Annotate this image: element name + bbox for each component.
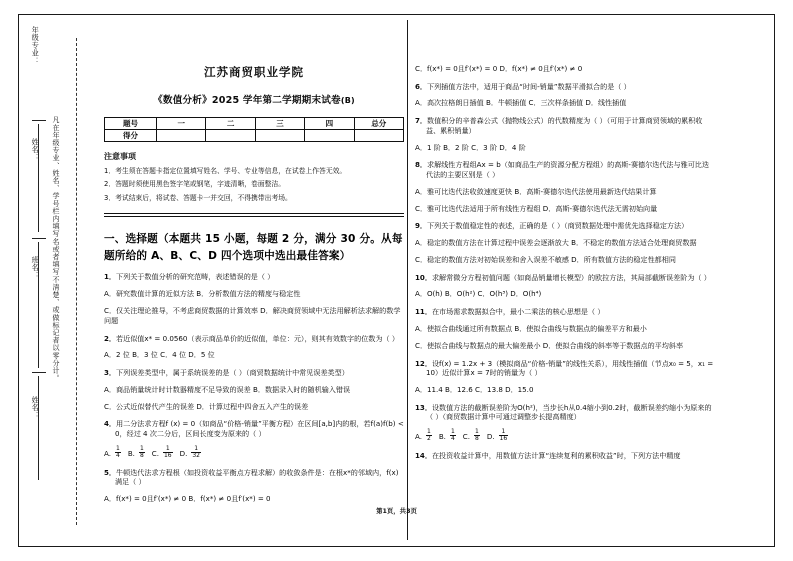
option-label-b: B. [127,448,135,458]
question-number: 4． [104,419,117,429]
fraction-denominator: 32 [192,452,200,460]
question-options[interactable]: A．O(h) B．O(h²) C．O(h³) D．O(h⁴) [415,289,542,299]
fraction-denominator: 2 [426,435,431,443]
question-options[interactable]: C．稳定的数值方法对初始误差和舍入误差不敏感 D．所有数值方法的稳定性都相同 [415,254,676,264]
question-stem [415,359,715,378]
score-header-3: 三 [255,118,304,130]
score-table-header-row [105,118,404,130]
question-stem [104,334,404,344]
score-row-label: 得分 [105,130,157,142]
school-name: 江苏商贸职业学院 [204,65,304,79]
fraction-denominator: 8 [474,435,479,443]
question-number: 14． [415,450,432,460]
seal-label-grade: 年级专业： [31,26,41,65]
fraction-numerator: 1 [426,428,431,436]
question-options[interactable]: A．雅可比迭代法收敛速度更快 B．高斯-赛德尔迭代法使用最新迭代结果计算 [415,186,657,196]
question-number: 1． [104,272,117,282]
score-header-0: 题号 [105,118,157,130]
question-options[interactable]: C．使拟合曲线与数据点的最大偏差最小 D．使拟合曲线的斜率等于数据点的平均斜率 [415,340,684,350]
question-number: 3． [104,368,117,378]
section-heading: 一、选择题（本题共 15 小题，每题 2 分，满分 30 分。从每题所给的 A、B、C、D 四个选项中选出最佳答案） [104,233,403,262]
seal-label-dept: 姓名： [31,396,41,420]
question-number: 7． [415,116,428,126]
fraction-c [163,446,173,459]
sealing-line-strip [30,20,102,540]
question-stem [104,368,404,378]
score-header-2: 二 [206,118,255,130]
question-options[interactable]: A．稳定的数值方法在计算过程中误差会逐渐放大 B．不稳定的数值方法适合处理商贸数据 [415,237,697,247]
seal-notice-text: 凡在年级专业、姓名、学号栏内填写名或者填写不清楚、或做标记者以零分计。 [52,116,60,382]
fraction-denominator: 4 [450,435,455,443]
seal-tick-lower [32,372,46,373]
option-label-d: D. [486,431,495,441]
question-options-fraction[interactable] [415,430,715,443]
fraction-denominator: 16 [163,452,172,460]
sealing-dashed-rule [76,38,77,525]
question-text: 设数值方法的截断误差阶为O(h²)，当步长h从0.4缩小到0.2时，截断误差约缩小为原来的（ ）（商贸数据计算中可通过调整步长提高精度） [426,402,712,422]
question-text: 数值积分的辛普森公式（抛物线公式）的代数精度为（ ）（可用于计算商贸领域的累积收益、累积销量） [426,116,703,135]
question-options[interactable]: C．公式近似替代产生的误差 D．计算过程中四舍五入产生的误差 [104,401,309,411]
page-footer: 第1页，共3页 [376,507,417,515]
fraction-numerator: 1 [450,428,455,436]
fraction-d [191,446,201,459]
left-column [104,20,404,520]
score-cell-2[interactable] [206,130,255,142]
option-label-d: D. [179,448,188,458]
question-options[interactable]: A．2 位 B．3 位 C．4 位 D．5 位 [104,350,215,360]
fraction-a [115,446,121,459]
score-cell-4[interactable] [305,130,354,142]
question-options[interactable]: A．11.4 B．12.6 C．13.8 D．15.0 [415,384,534,394]
question-number: 8． [415,160,428,170]
question-options[interactable]: C．仅关注理论推导，不考虑商贸数据的计算效率 D．解决商贸领域中无法用解析法求解的数学问题 [104,305,401,325]
question-number: 9． [415,221,428,231]
question-text: 求解常微分方程初值问题（如商品销量增长模型）的欧拉方法，其局部截断误差阶为（ ） [431,272,711,282]
option-label-c: C. [151,448,159,458]
fraction-denominator: 4 [115,452,120,460]
exam-version: (B) [340,96,355,105]
question-text: 下列关于数值稳定性的表述，正确的是（ ）（商贸数据处理中需优先选择稳定方法） [427,221,689,231]
fraction-denominator: 16 [499,435,508,443]
fraction-numerator: 1 [474,428,479,436]
score-header-4: 四 [305,118,354,130]
question-text: 下列误差类型中，属于系统误差的是（ ）（商贸数据统计中常见误差类型） [116,368,349,378]
question-text: 求解线性方程组Ax = b（如商品生产的资源分配方程组）的高斯-赛德尔迭代法与雅可比迭代法的主要区别是（ ） [426,160,709,180]
fraction-numerator: 1 [115,445,120,453]
seal-label-class: 班名： [31,256,41,280]
fraction-c [474,429,480,442]
question-stem [104,468,404,487]
question-number: 10． [415,272,432,282]
notes-title: 注意事项 [104,152,136,161]
question-stem [415,307,715,317]
question-options[interactable]: A．高次拉格朗日插值 B．牛顿插值 C．三次样条插值 D．线性插值 [415,98,627,108]
question-stem [104,272,404,282]
fraction-numerator: 1 [501,428,506,436]
fraction-b [450,429,456,442]
question-number: 13． [415,402,432,412]
score-cell-3[interactable] [255,130,304,142]
question-stem [415,273,715,283]
fraction-numerator: 1 [165,445,170,453]
question-options[interactable]: A．研究数值计算的近似方法 B．分析数值方法的精度与稳定性 [104,288,301,298]
seal-label-name: 姓名： [31,138,41,162]
question-options[interactable]: C．雅可比迭代法适用于所有线性方程组 D．高斯-赛德尔迭代法无需初始向量 [415,203,658,213]
question-options-fraction[interactable] [104,447,404,460]
right-column [415,20,715,520]
question-stem [415,221,715,231]
question-stem [415,451,715,461]
question-number: 6． [415,81,428,91]
score-header-1: 一 [157,118,206,130]
fraction-numerator: 1 [139,445,144,453]
question-text: 设f(x) = 1.2x + 3（模拟商品“价格-销量”的线性关系），用线性插值（节点x₀ = 5，x₁ = 10）近似计算x = 7时的销量为（ ） [426,358,714,378]
question-options[interactable]: A．商品销量统计时计数器精度不足导致的误差 B．数据录入时的随机输入错误 [104,384,351,394]
question-options[interactable]: A．f(x*) = 0且f′(x*) ≠ 0 B．f(x*) ≠ 0且f′(x*) = 0 [104,493,271,503]
section-separator-rule [104,213,404,217]
option-label-b: B. [438,431,446,441]
note-item: 2．答题时须使用黑色签字笔或钢笔，字迹清晰，卷面整洁。 [104,180,286,189]
question-options[interactable]: A．1 阶 B．2 阶 C．3 阶 D．4 阶 [415,142,526,152]
option-label-c: C. [462,431,470,441]
question-stem [415,403,715,422]
question-number: 12． [415,358,432,368]
question-number: 5． [104,467,117,477]
fraction-d [499,429,509,442]
question-text: 在投资收益计算中，用数值方法计算“连续复利的累积收益”时，下列方法中精度 [431,450,681,460]
seal-tick-upper [32,120,46,121]
exam-title [104,92,404,106]
score-cell-5[interactable] [354,130,403,142]
exam-title-text: 《数值分析》2025 学年第二学期期末试卷 [153,95,341,106]
question-text: 牛顿迭代法求方程根（如投资收益平衡点方程求解）的收敛条件是：在根x*的邻域内，f(x)满足（ ） [115,467,399,487]
fraction-a [426,429,432,442]
question-stem [415,82,715,92]
question-text: 若近似值x* = 0.0560（表示商品单价的近似值，单位：元），则其有效数字的位数为（ ） [116,333,399,343]
option-label-a: A. [104,448,111,458]
question-text: 用二分法求方程f (x) = 0（如商品“价格-销量”平衡方程）在区间[a,b]内的根，若f(a)f(b) < 0，经过 4 次二分后，区间长度变为原来的（ ） [115,419,404,439]
question-stem [415,116,715,135]
seal-tick-middle [32,238,46,239]
question-number: 11． [415,307,432,317]
seal-vline-lower [38,376,39,480]
score-header-5: 总分 [354,118,403,130]
fraction-b [139,446,145,459]
column-divider [407,20,408,540]
question-options-continued[interactable]: C．f(x*) = 0且f′(x*) = 0 D．f(x*) ≠ 0且f′(x*) ≠ 0 [415,64,583,73]
question-stem [104,419,404,438]
note-item: 3．考试结束后，将试卷、答题卡一并交回，不得携带出考场。 [104,193,292,202]
note-item: 1．考生须在答题卡指定位置填写姓名、学号、专业等信息，在试卷上作答无效。 [104,167,347,175]
score-table [104,117,404,142]
question-number: 2． [104,333,117,343]
score-table-value-row [105,130,404,142]
question-options[interactable]: A．使拟合曲线通过所有数据点 B．使拟合曲线与数据点的偏差平方和最小 [415,323,647,333]
question-stem [415,160,715,179]
fraction-numerator: 1 [194,445,199,453]
question-text: 下列关于数值分析的研究范畴，表述错误的是（ ） [116,272,275,282]
fraction-denominator: 8 [139,452,144,460]
score-cell-1[interactable] [157,130,206,142]
question-text: 在市场需求数据拟合中，最小二乘法的核心思想是（ ） [431,307,605,317]
question-text: 下列插值方法中，适用于商品“时间-销量”数据平滑拟合的是（ ） [427,81,631,91]
option-label-a: A. [415,431,422,441]
